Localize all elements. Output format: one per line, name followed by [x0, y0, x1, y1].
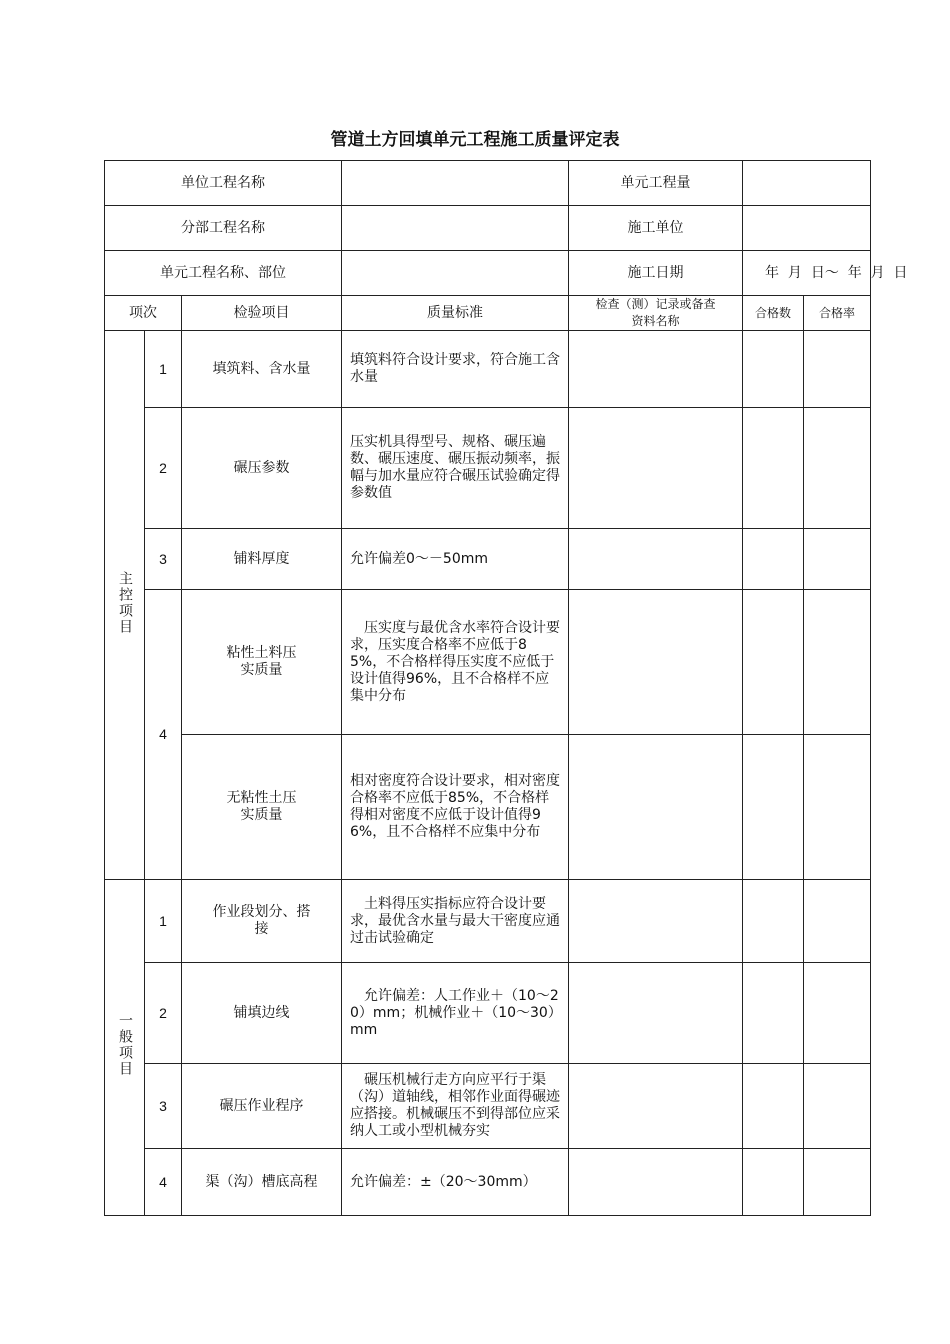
table-row — [105, 735, 871, 880]
general-text: 一般项目 — [117, 1013, 133, 1077]
col-inspection-item: 检验项目 — [182, 296, 342, 331]
row-rate[interactable] — [804, 1064, 871, 1149]
construction-date-label: 施工日期 — [569, 251, 743, 296]
col-record: 检查（测）记录或备查资料名称 — [569, 296, 743, 331]
row-rate[interactable] — [804, 963, 871, 1064]
row-count[interactable] — [743, 590, 804, 735]
row-count[interactable] — [743, 880, 804, 963]
table-row — [105, 590, 871, 735]
row-record[interactable] — [569, 408, 743, 529]
row-standard: 允许偏差0～－50mm — [342, 529, 569, 590]
row-standard: 压实机具得型号、规格、碾压遍数、碾压速度、碾压振动频率，振幅与加水量应符合碾压试验确定得参数值 — [342, 408, 569, 529]
row-standard: 相对密度符合设计要求，相对密度合格率不应低于85%，不合格样得相对密度不应低于设计值得96%，且不合格样不应集中分布 — [342, 735, 569, 880]
main-control-label — [105, 331, 145, 880]
unit-work-quantity-label: 单元工程量 — [569, 161, 743, 206]
row-count[interactable] — [743, 735, 804, 880]
row-rate[interactable] — [804, 529, 871, 590]
row-no: 2 — [145, 408, 182, 529]
table-row — [105, 963, 871, 1064]
sub-project-name-value[interactable] — [342, 206, 569, 251]
row-record[interactable] — [569, 590, 743, 735]
table-row — [105, 1149, 871, 1216]
row-record[interactable] — [569, 963, 743, 1064]
row-count[interactable] — [743, 408, 804, 529]
table-row — [105, 408, 871, 529]
construction-unit-value[interactable] — [743, 206, 871, 251]
general-label — [105, 880, 145, 1216]
unit-work-name-part-label: 单元工程名称、部位 — [105, 251, 342, 296]
row-count[interactable] — [743, 1149, 804, 1216]
row-rate[interactable] — [804, 331, 871, 408]
column-header-row — [105, 296, 871, 331]
row-rate[interactable] — [804, 408, 871, 529]
row-no: 4 — [145, 590, 182, 880]
row-item: 粘性土料压实质量 — [182, 590, 342, 735]
row-rate[interactable] — [804, 590, 871, 735]
sub-project-name-label: 分部工程名称 — [105, 206, 342, 251]
row-rate[interactable] — [804, 1149, 871, 1216]
row-standard: 压实度与最优含水率符合设计要求，压实度合格率不应低于85%，不合格样得压实度不应低于设计值得96%，且不合格样不应集中分布 — [342, 590, 569, 735]
row-record[interactable] — [569, 529, 743, 590]
row-standard: 填筑料符合设计要求，符合施工含水量 — [342, 331, 569, 408]
main-control-text: 主控项目 — [117, 570, 133, 635]
row-item: 铺料厚度 — [182, 529, 342, 590]
row-standard: 允许偏差：人工作业＋（10～20）mm；机械作业＋（10～30）mm — [342, 963, 569, 1064]
col-qualified-rate: 合格率 — [804, 296, 871, 331]
row-item: 填筑料、含水量 — [182, 331, 342, 408]
header-row-2 — [105, 206, 871, 251]
quality-evaluation-table — [104, 160, 908, 1216]
row-no: 4 — [145, 1149, 182, 1216]
row-item: 碾压作业程序 — [182, 1064, 342, 1149]
col-item-no: 项次 — [105, 296, 182, 331]
table-row — [105, 331, 871, 408]
row-count[interactable] — [743, 331, 804, 408]
row-item: 无粘性土压实质量 — [182, 735, 342, 880]
row-record[interactable] — [569, 1064, 743, 1149]
row-standard: 允许偏差：±（20～30mm） — [342, 1149, 569, 1216]
row-count[interactable] — [743, 963, 804, 1064]
page-title: 管道土方回填单元工程施工质量评定表 — [330, 130, 620, 150]
table-row — [105, 880, 871, 963]
row-no: 3 — [145, 529, 182, 590]
row-count[interactable] — [743, 529, 804, 590]
row-item: 渠（沟）槽底高程 — [182, 1149, 342, 1216]
row-no: 1 — [145, 880, 182, 963]
row-item: 作业段划分、搭接 — [182, 880, 342, 963]
row-no: 2 — [145, 963, 182, 1064]
construction-unit-label: 施工单位 — [569, 206, 743, 251]
table-row — [105, 1064, 871, 1149]
unit-project-name-label: 单位工程名称 — [105, 161, 342, 206]
row-record[interactable] — [569, 1149, 743, 1216]
table-row — [105, 529, 871, 590]
col-quality-standard: 质量标准 — [342, 296, 569, 331]
col-qualified-count: 合格数 — [743, 296, 804, 331]
row-no: 1 — [145, 331, 182, 408]
row-standard: 土料得压实指标应符合设计要求，最优含水量与最大干密度应通过击试验确定 — [342, 880, 569, 963]
construction-date-value[interactable]: 年 月 日～ 年 月 日 — [743, 251, 871, 296]
row-item: 碾压参数 — [182, 408, 342, 529]
row-no: 3 — [145, 1064, 182, 1149]
header-row-3 — [105, 251, 871, 296]
row-item: 铺填边线 — [182, 963, 342, 1064]
row-record[interactable] — [569, 735, 743, 880]
row-record[interactable] — [569, 880, 743, 963]
row-standard: 碾压机械行走方向应平行于渠（沟）道轴线，相邻作业面得碾迹应搭接。机械碾压不到得部位应采纳人工或小型机械夯实 — [342, 1064, 569, 1149]
unit-work-quantity-value[interactable] — [743, 161, 871, 206]
header-row-1 — [105, 161, 871, 206]
row-rate[interactable] — [804, 880, 871, 963]
row-count[interactable] — [743, 1064, 804, 1149]
unit-project-name-value[interactable] — [342, 161, 569, 206]
unit-work-name-part-value[interactable] — [342, 251, 569, 296]
row-rate[interactable] — [804, 735, 871, 880]
row-record[interactable] — [569, 331, 743, 408]
